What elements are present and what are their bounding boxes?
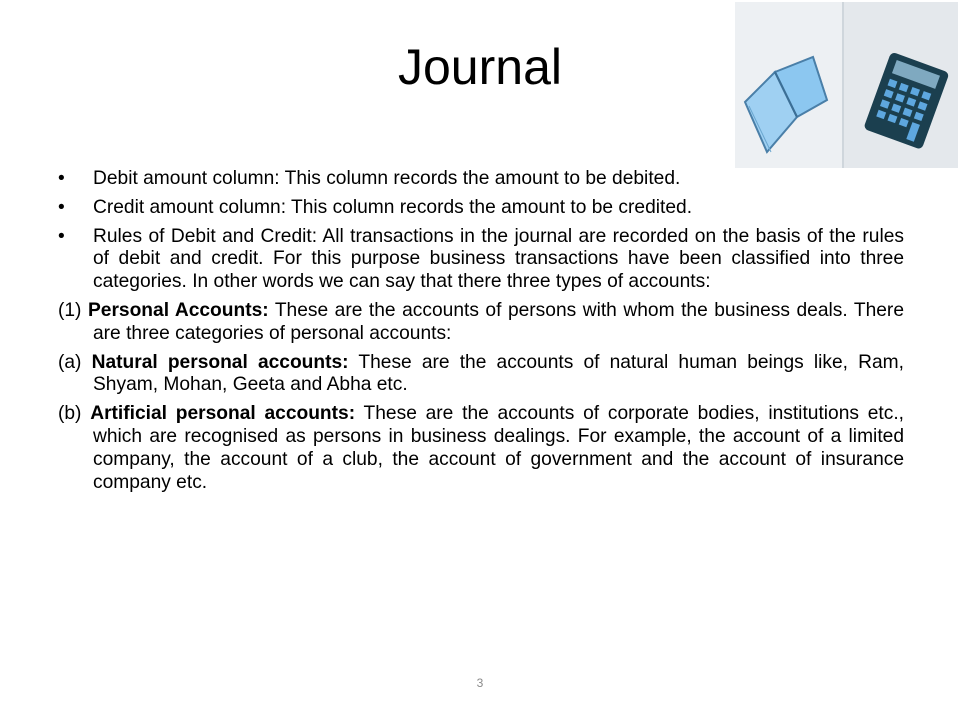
bullet-item: [58, 226, 904, 294]
slide-body: [58, 168, 904, 500]
item-marker: (1): [58, 299, 82, 321]
bullet-text: Rules of Debit and Credit: All transactions in the journal are recorded on the basis of the rules of debit and credit. For this purpose business transactions have been classified into three categories. In other words we can say that there three types of accounts:: [93, 225, 904, 293]
bullet-item: [58, 168, 904, 191]
item-text: These are the accounts of corporate bodies, institutions etc., which are recognised as persons in business dealings. For example, the account of a limited company, the account of a club, the account of government and the account of insurance company etc.: [93, 403, 904, 493]
item-text: These are the accounts of persons with whom the business deals. There are three categories of personal accounts:: [93, 299, 904, 344]
item-marker: (a): [58, 351, 82, 373]
item-term: Artificial personal accounts:: [90, 403, 356, 425]
item-term: Personal Accounts:: [87, 299, 269, 321]
bullet-marker: •: [58, 196, 65, 218]
bullet-text: Credit amount column: This column records the amount to be credited.: [93, 196, 693, 218]
item-term: Natural personal accounts:: [91, 351, 349, 373]
numbered-item-personal-accounts: [58, 300, 904, 346]
item-marker: (b): [58, 403, 82, 425]
numbered-item-natural-personal-accounts: [58, 352, 904, 398]
book-calculator-picture: [735, 2, 958, 168]
slide-title: Journal: [398, 39, 562, 95]
book-calculator-illustration: [735, 2, 958, 168]
page-number: 3: [476, 676, 484, 690]
bullet-text: Debit amount column: This column records the amount to be debited.: [93, 168, 681, 189]
item-text: These are the accounts of natural human beings like, Ram, Shyam, Mohan, Geeta and Abha etc.: [93, 351, 904, 396]
numbered-item-artificial-personal-accounts: [58, 403, 904, 494]
bullet-marker: •: [58, 168, 65, 189]
bullet-item: [58, 197, 904, 220]
bullet-marker: •: [58, 225, 65, 247]
